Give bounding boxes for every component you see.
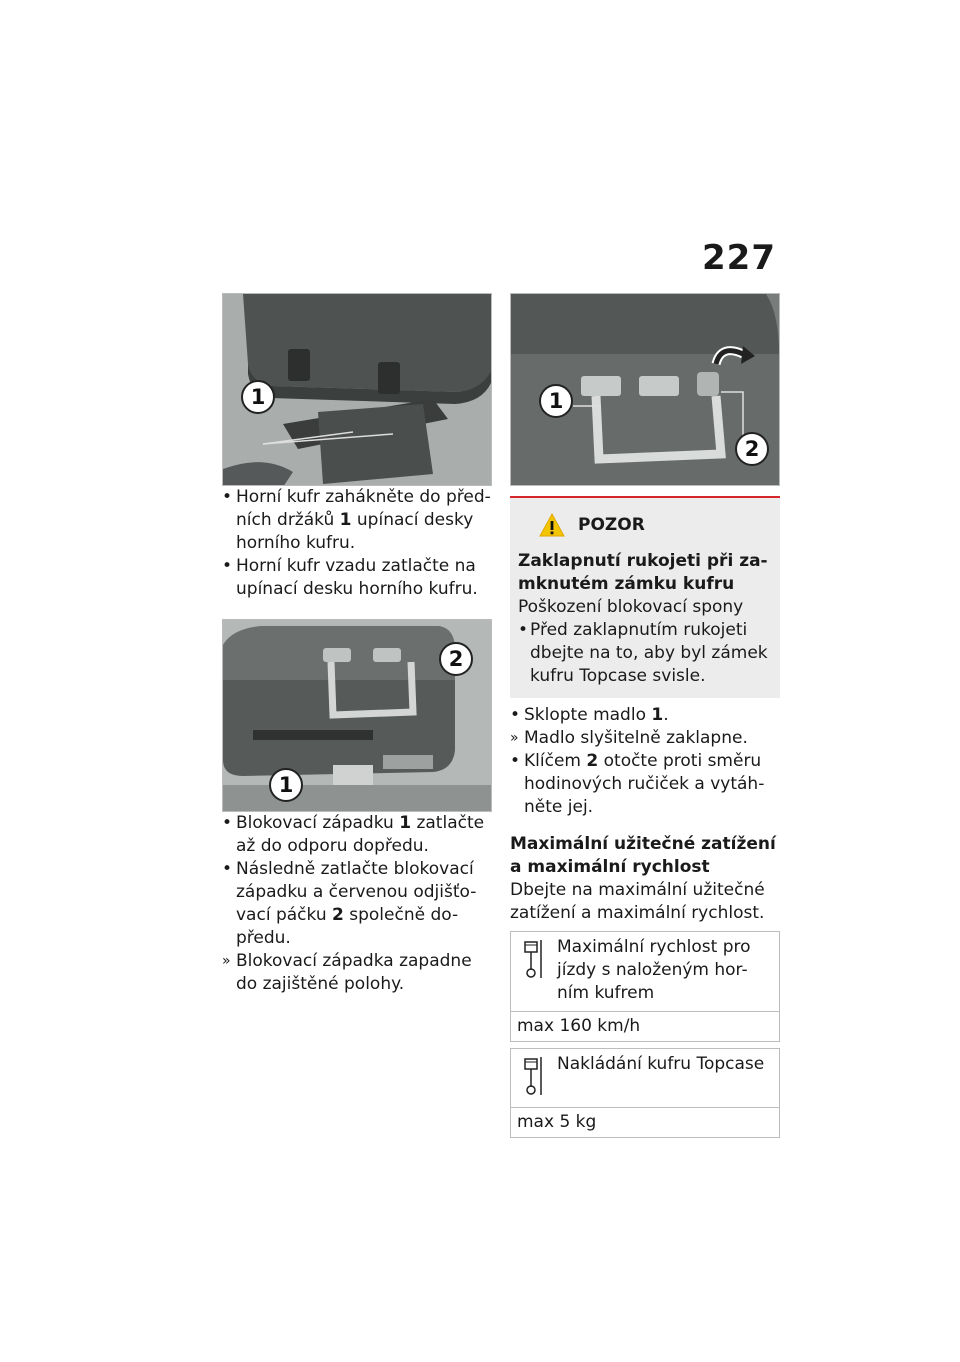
- spec-header: [511, 1049, 779, 1108]
- list-item: • Před zaklapnutím rukojeti dbejte na to, aby byl zámek kufru Topcase svisle.: [518, 620, 768, 686]
- callout-2: 2: [439, 642, 473, 676]
- warning-box: [510, 496, 780, 698]
- callout-1: 1: [269, 768, 303, 802]
- page-number: 227: [702, 238, 776, 278]
- bullet-icon: •: [222, 556, 233, 576]
- spec-box-max-load: [510, 1048, 780, 1138]
- warning-text: Poškození blokovací spony: [518, 597, 744, 617]
- list-item: • Horní kufr vzadu zatlačte na upínací desku horního kufru.: [222, 556, 478, 599]
- callout-1: 1: [241, 380, 275, 414]
- bullet-icon: •: [510, 705, 521, 725]
- list-item: • Sklopte madlo 1.: [510, 705, 669, 725]
- section-heading: Maximální užitečné zatížení a maximální rychlost: [510, 834, 776, 877]
- spec-label: Maximální rychlost pro jízdy s naloženým hor-ním kufrem: [557, 937, 751, 1003]
- left-column: [222, 293, 492, 996]
- engine-piston-icon: [517, 1053, 557, 1101]
- list-item: • Horní kufr zahákněte do před-ních držáků 1 upínací desky horního kufru.: [222, 487, 491, 553]
- list-item: • Následně zatlačte blokovací západku a červenou odjišťo-vací páčku 2 společně do-předu.: [222, 859, 477, 948]
- result-arrow-icon: »: [222, 953, 231, 969]
- spec-header: [511, 932, 779, 1012]
- list-item-result: » Madlo slyšitelně zaklapne.: [510, 728, 748, 748]
- spec-value: max 5 kg: [517, 1112, 597, 1132]
- figure-topcase-handle-key: [510, 293, 780, 486]
- warning-header: [538, 512, 770, 538]
- list-item-result: » Blokovací západka zapadne do zajištěné polohy.: [222, 951, 472, 994]
- result-arrow-icon: »: [510, 730, 519, 746]
- callout-2: 2: [735, 432, 769, 466]
- right-column: [510, 293, 780, 1138]
- bullet-icon: •: [518, 620, 529, 640]
- spec-box-max-speed: [510, 931, 780, 1042]
- warning-instruction-list: [518, 619, 770, 688]
- instruction-list-handle: [510, 704, 780, 819]
- list-item: • Klíčem 2 otočte proti směru hodinových ručiček a vytáh-něte jej.: [510, 751, 765, 817]
- bullet-icon: •: [510, 751, 521, 771]
- instruction-list-locking: [222, 812, 492, 996]
- bullet-icon: •: [222, 813, 233, 833]
- warning-triangle-icon: [538, 512, 566, 538]
- spec-label: Nakládání kufru Topcase: [557, 1054, 765, 1074]
- figure-topcase-front-hooks: [222, 293, 492, 486]
- engine-piston-icon: [517, 936, 557, 984]
- warning-subtitle: Zaklapnutí rukojeti při za-mknutém zámku kufru: [518, 551, 768, 594]
- figure-topcase-locking-latch: [222, 619, 492, 812]
- bullet-icon: •: [222, 859, 233, 879]
- callout-1: 1: [539, 384, 573, 418]
- instruction-list-mounting: [222, 486, 492, 601]
- warning-title: POZOR: [578, 514, 645, 535]
- bullet-icon: •: [222, 487, 233, 507]
- section-text: Dbejte na maximální užitečné zatížení a maximální rychlost.: [510, 880, 765, 923]
- list-item: • Blokovací západku 1 zatlačte až do odporu dopředu.: [222, 813, 485, 856]
- spec-value: max 160 km/h: [517, 1016, 641, 1036]
